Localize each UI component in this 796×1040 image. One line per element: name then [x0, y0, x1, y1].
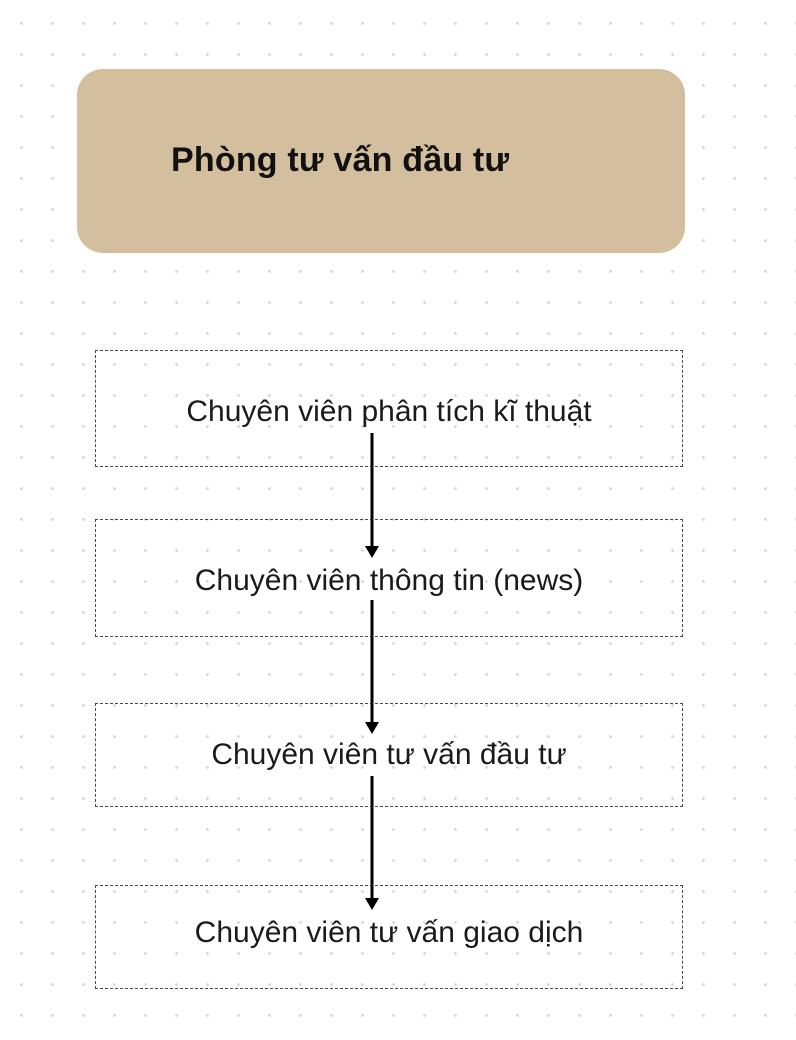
header-box [77, 69, 685, 253]
node-investment-advisor [95, 703, 683, 807]
node-label: Chuyên viên tư vấn đầu tư [211, 738, 567, 771]
node-label: Chuyên viên thông tin (news) [194, 564, 584, 597]
node-label: Chuyên viên tư vấn giao dịch [194, 916, 584, 949]
node-news-specialist [95, 519, 683, 637]
node-technical-analyst [95, 350, 683, 467]
node-label: Chuyên viên phân tích kĩ thuật [186, 395, 592, 428]
header-title: Phòng tư vấn đầu tư [171, 141, 510, 179]
node-trading-advisor [95, 885, 683, 989]
